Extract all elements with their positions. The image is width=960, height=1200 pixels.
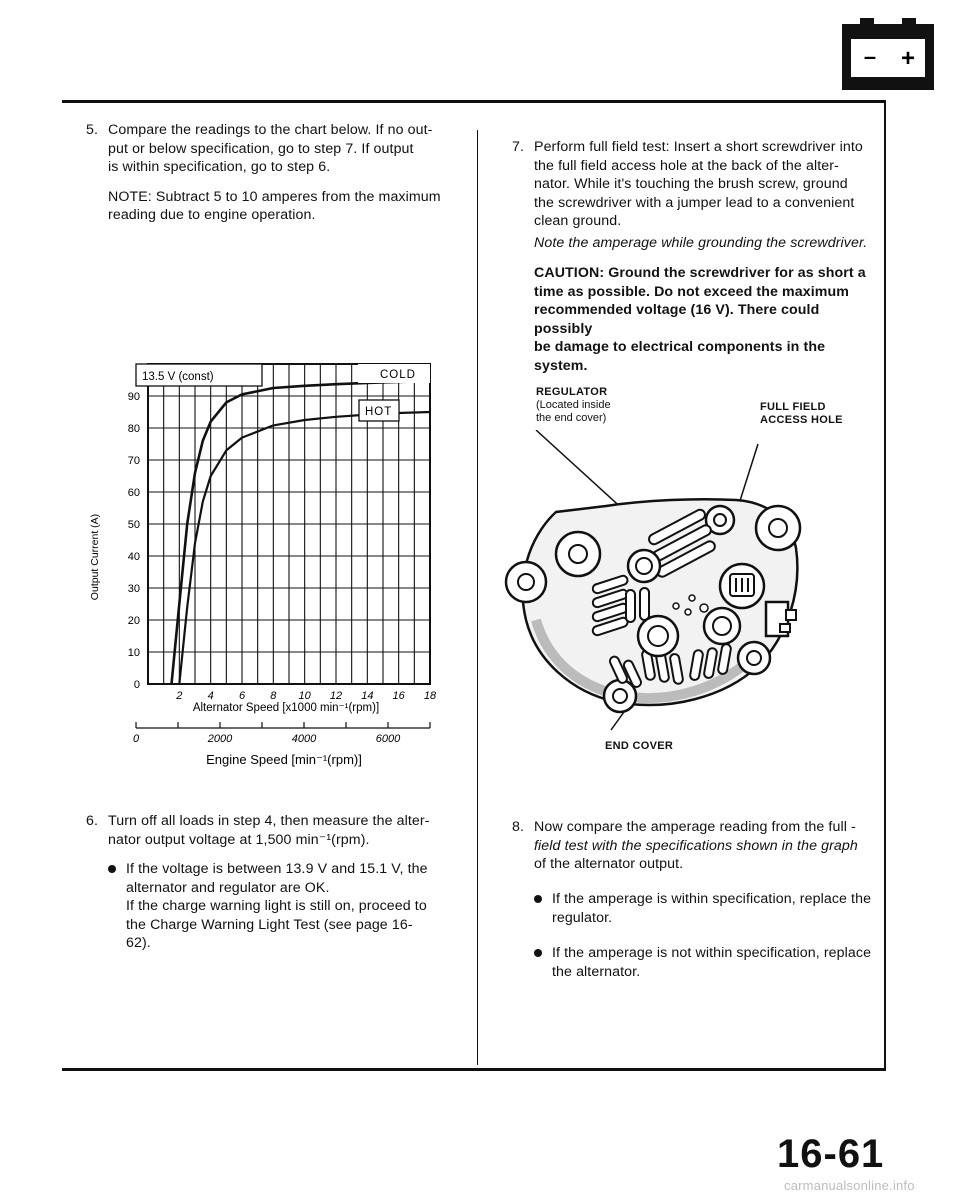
- x-tick-label: 12: [329, 690, 343, 702]
- bottom-rule: [62, 1068, 886, 1071]
- step-7-caution-line-4: be damage to electrical components in the system.: [534, 339, 826, 374]
- y-tick-label: 0: [133, 679, 140, 691]
- regulator-sublabel-1: (Located inside: [536, 399, 611, 411]
- step-8-bullet-2-line-2: the alternator.: [552, 963, 641, 980]
- step-6-line-2: nator output voltage at 1,500 min⁻¹(rpm).: [108, 831, 370, 848]
- engine-tick-label: 6000: [375, 733, 401, 745]
- y-tick-label: 30: [127, 583, 140, 595]
- chart-engine-speed-scale: [133, 722, 430, 745]
- step-7-line-3: nator. While it's touching the brush screw, ground: [534, 176, 848, 192]
- bullet-dot: [534, 895, 542, 903]
- step-7-body: [534, 138, 874, 375]
- step-6-bullet-line-5: 62).: [126, 935, 151, 951]
- field-hole-label-1: FULL FIELD: [760, 401, 826, 413]
- step-7-caution-line-2: time as possible. Do not exceed the maximum: [534, 283, 849, 300]
- top-rule: [62, 100, 886, 103]
- y-tick-label: 50: [127, 519, 140, 531]
- step-8-line-2: field test with the specifications shown in the graph: [534, 837, 858, 854]
- step-8-line-3: of the alternator output.: [534, 856, 684, 872]
- regulator-label: REGULATOR: [536, 386, 608, 398]
- step-5-line-3: is within specification, go to step 6.: [108, 159, 331, 175]
- step-5-line-2: put or below specification, go to step 7. If output: [108, 140, 414, 157]
- end-cover-label: END COVER: [605, 740, 674, 752]
- legend-cold-label: COLD: [380, 369, 416, 381]
- engine-tick-label: 2000: [207, 733, 233, 745]
- step-6-line-1: Turn off all loads in step 4, then measure the alter-: [108, 813, 430, 829]
- chart-annotation-voltage: 13.5 V (const): [142, 371, 214, 383]
- column-divider: [477, 130, 478, 1065]
- battery-minus-sign: –: [863, 44, 877, 69]
- step-7-italic-note: Note the amperage while grounding the screwdriver.: [534, 234, 868, 251]
- chart-secondary-x-axis-label: Engine Speed [min⁻¹(rpm)]: [206, 752, 362, 767]
- regulator-sublabel-2: the end cover): [536, 412, 607, 424]
- step-6-bullet-line-3: If the charge warning light is still on, proceed to: [126, 898, 427, 914]
- x-tick-label: 18: [423, 690, 437, 702]
- bullet-dot: [108, 865, 116, 873]
- page-number: 16-61: [777, 1132, 885, 1176]
- step-7-line-5: clean ground.: [534, 213, 622, 229]
- x-tick-label: 16: [392, 690, 405, 702]
- step-5-note-line-2: reading due to engine operation.: [108, 207, 316, 223]
- step-7-number: 7.: [512, 139, 525, 155]
- alternator-output-chart: [80, 362, 450, 772]
- step-5-body: [108, 121, 466, 225]
- step-7-caution-line-3: recommended voltage (16 V). There could possibly: [534, 302, 820, 337]
- step-7-line-4: the screwdriver with a jumper lead to a convenient: [534, 194, 855, 211]
- alternator-end-cover-illustration: [496, 430, 826, 740]
- legend-hot-label: HOT: [365, 406, 393, 418]
- x-tick-label: 14: [361, 690, 374, 702]
- step-6-bullet-line-1: If the voltage is between 13.9 V and 15.1 V, the: [126, 861, 428, 877]
- step-5-line-1: Compare the readings to the chart below. If no out-: [108, 122, 433, 138]
- step-8-body: [534, 818, 874, 874]
- step-6-bullet-line-2: alternator and regulator are OK.: [126, 879, 330, 896]
- step-8-number: 8.: [512, 819, 525, 835]
- battery-plus-sign: +: [900, 45, 916, 72]
- y-tick-label: 40: [127, 551, 140, 563]
- x-tick-label: 10: [298, 690, 311, 702]
- x-tick-label: 4: [207, 690, 214, 702]
- step-7-caution-line-1: CAUTION: Ground the screwdriver for as short a: [534, 265, 866, 281]
- step-6-body: [108, 812, 466, 849]
- engine-tick-label: 4000: [291, 733, 317, 745]
- step-6-number: 6.: [86, 813, 99, 829]
- chart-x-axis-label: Alternator Speed [x1000 min⁻¹(rpm)]: [192, 702, 380, 714]
- watermark: carmanualsonline.info: [784, 1178, 915, 1193]
- step-5-note-line-1: NOTE: Subtract 5 to 10 amperes from the maximum: [108, 188, 441, 205]
- x-tick-label: 2: [176, 690, 183, 702]
- step-5-number: 5.: [86, 122, 99, 138]
- y-tick-label: 10: [127, 647, 140, 659]
- y-tick-label: 80: [127, 423, 140, 435]
- step-7-line-2: the full field access hole at the back of the alter-: [534, 157, 839, 174]
- x-tick-label: 8: [270, 690, 277, 702]
- chart-x-tick-labels: [175, 690, 437, 702]
- field-hole-label-2: ACCESS HOLE: [760, 414, 843, 426]
- right-rule: [884, 102, 886, 1070]
- step-8-bullet-1-line-2: regulator.: [552, 909, 613, 926]
- chart-y-axis-label: Output Current (A): [89, 513, 101, 601]
- chart-y-tick-labels: [128, 391, 140, 691]
- step-7-line-1: Perform full field test: Insert a short screwdriver into: [534, 139, 863, 155]
- step-8-bullet-2-line-1: If the amperage is not within specification, replace: [552, 945, 872, 961]
- x-tick-label: 6: [238, 690, 246, 702]
- y-tick-label: 70: [127, 455, 140, 467]
- battery-icon: [842, 18, 934, 90]
- engine-tick-label: 0: [132, 733, 140, 745]
- step-8-bullet-1-line-1: If the amperage is within specification, replace the: [552, 891, 872, 907]
- step-6-bullet-line-4: the Charge Warning Light Test (see page 16-: [126, 916, 413, 933]
- y-tick-label: 20: [127, 615, 140, 627]
- step-8-line-1: Now compare the amperage reading from the full -: [534, 819, 856, 835]
- y-tick-label: 90: [127, 391, 140, 403]
- y-tick-label: 60: [127, 487, 140, 499]
- bullet-dot: [534, 949, 542, 957]
